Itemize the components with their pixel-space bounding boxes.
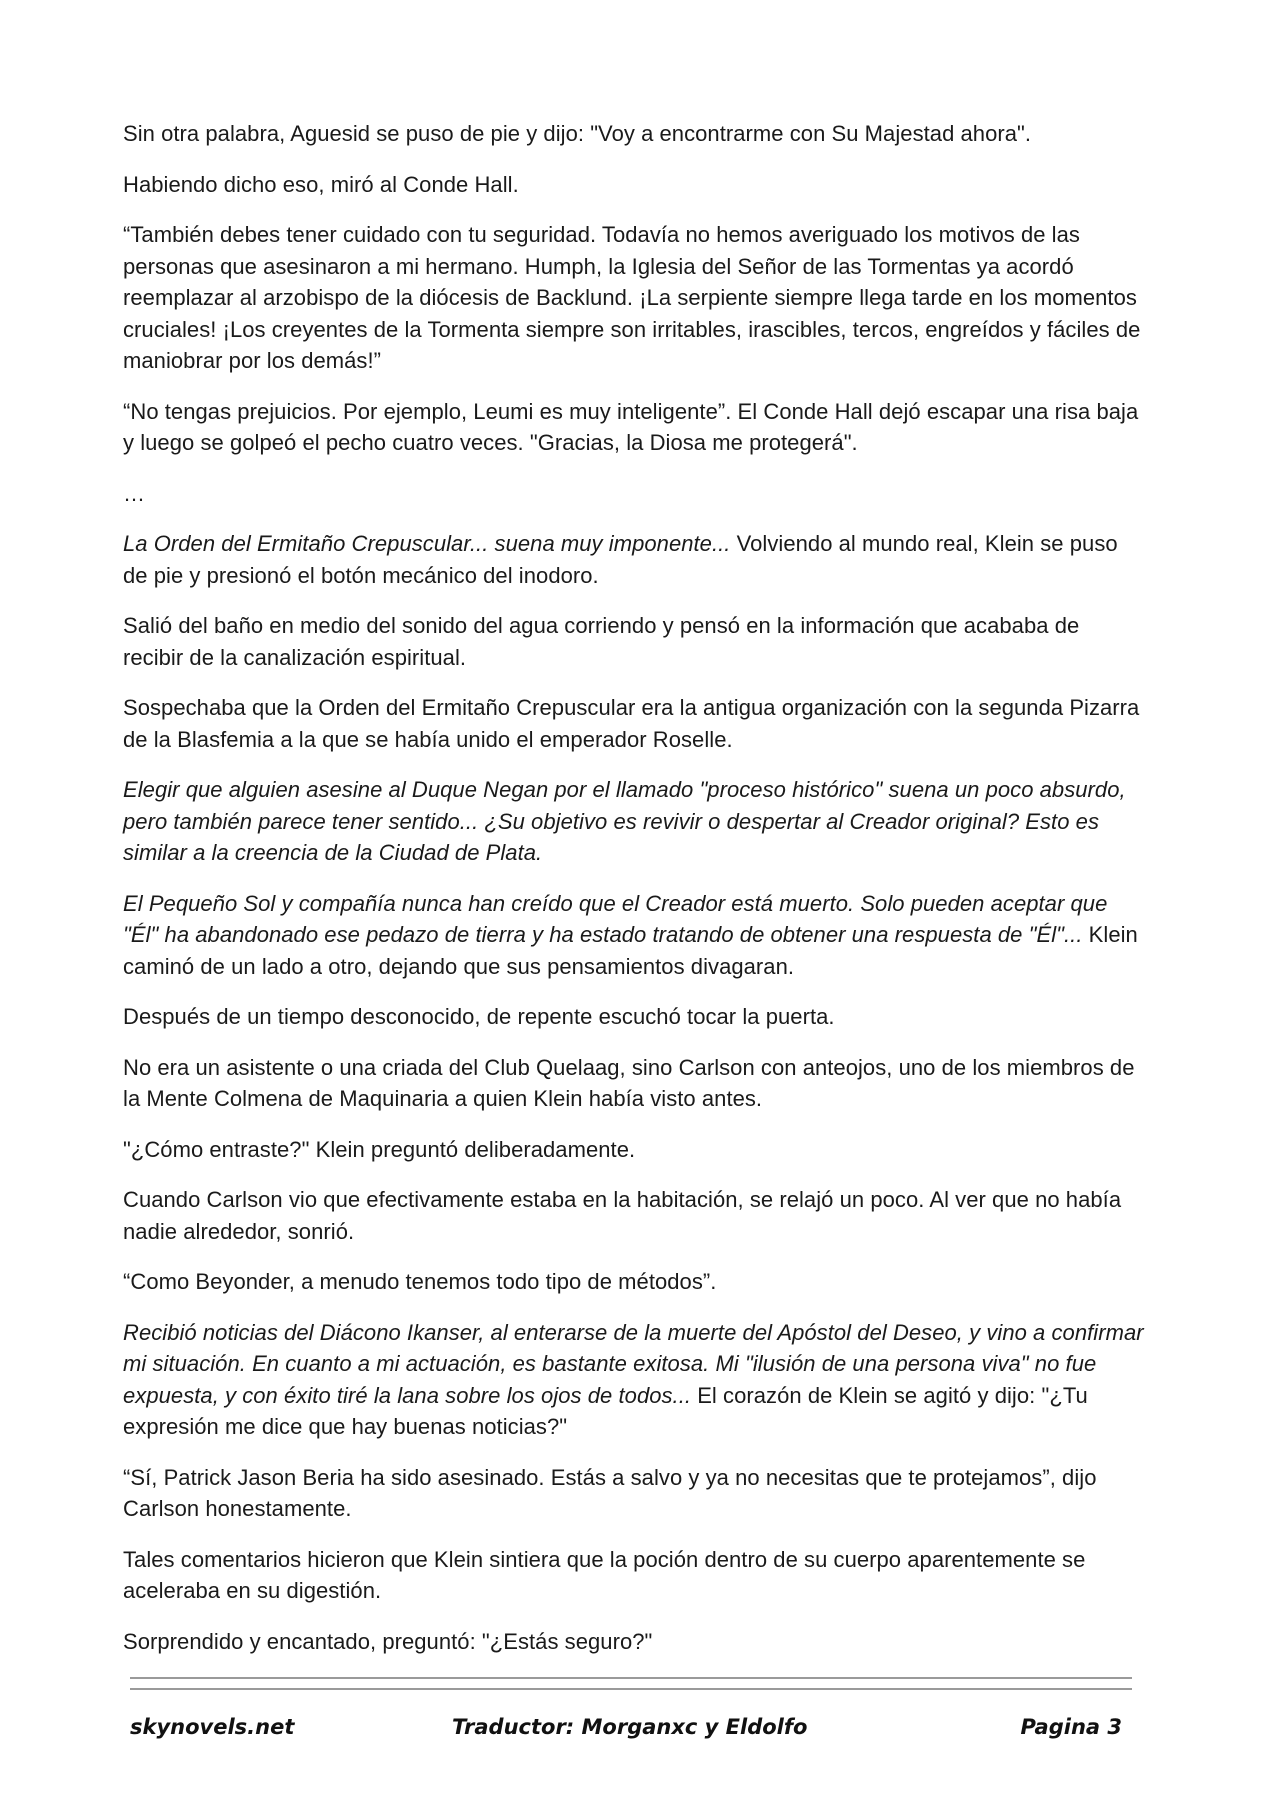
text-segment: No era un asistente o una criada del Club Quelaag, sino Carlson con anteojos, uno de los miembros de la Mente Colmena de Maquinaria a quien Klein había visto antes. (123, 1054, 1135, 1111)
italic-text-segment: Elegir que alguien asesine al Duque Negan por el llamado "proceso histórico" suena un poco absurdo, pero también parece tener sentido... ¿Su objetivo es revivir o despertar al Creador original? Esto es similar a la creencia de la Ciudad de Plata. (123, 777, 1126, 865)
text-segment: “Como Beyonder, a menudo tenemos todo tipo de métodos”. (123, 1269, 717, 1294)
text-segment: “No tengas prejuicios. Por ejemplo, Leumi es muy inteligente”. El Conde Hall dejó escapar una risa baja y luego se golpeó el pecho cuatro veces. "Gracias, la Diosa me protegerá". (123, 398, 1139, 455)
text-segment: Sorprendido y encantado, preguntó: "¿Estás seguro?" (123, 1628, 653, 1654)
paragraph (123, 692, 1145, 755)
paragraph (123, 478, 1145, 510)
footer-divider-bottom (130, 1688, 1132, 1690)
paragraph (123, 396, 1145, 459)
paragraph (123, 1462, 1145, 1525)
text-segment: Volviendo al mundo real, Klein se puso de pie y presionó el botón mecánico del inodoro. (123, 531, 1118, 588)
text-segment: “Sí, Patrick Jason Beria ha sido asesinado. Estás a salvo y ya no necesitas que te protejamos”, dijo Carlson honestamente. (123, 1464, 1097, 1521)
text-segment: Klein caminó de un lado a otro, dejando que sus pensamientos divagaran. (123, 922, 1138, 979)
paragraph (123, 1001, 1145, 1033)
paragraph (123, 1317, 1145, 1443)
text-segment: “También debes tener cuidado con tu seguridad. Todavía no hemos averiguado los motivos de las personas que asesinaron a mi hermano. Humph, la Iglesia del Señor de las Tormentas ya acordó reemplazar al arzobispo de la diócesis de Backlund. ¡La serpiente siempre llega tarde en los momentos cruciales! ¡Los creyentes de la Tormenta siempre son irritables, irascibles, tercos, engreídos y fáciles de maniobrar por los demás!” (123, 222, 1141, 373)
text-segment: Salió del baño en medio del sonido del agua corriendo y pensó en la información que acababa de recibir de la canalización espiritual. (123, 613, 1080, 670)
text-segment: El corazón de Klein se agitó y dijo: "¿Tu expresión me dice que hay buenas noticias?" (123, 1382, 1088, 1439)
paragraph (123, 774, 1145, 869)
italic-text-segment: El Pequeño Sol y compañía nunca han creído que el Creador está muerto. Solo pueden aceptar que "Él" ha abandonado ese pedazo de tierra y ha estado tratando de obtener una respuesta de "Él"... (123, 890, 1108, 947)
paragraph (123, 888, 1145, 983)
paragraph (123, 169, 1145, 201)
italic-text-segment: La Orden del Ermitaño Crepuscular... suena muy imponente... (123, 531, 731, 556)
text-segment: … (123, 480, 146, 506)
footer-translator: Traductor: Morganxc y Eldolfo (452, 1715, 808, 1739)
text-segment: Sin otra palabra, Aguesid se puso de pie y dijo: "Voy a encontrarme con Su Majestad ahora". (123, 121, 1032, 146)
text-segment: Tales comentarios hicieron que Klein sintiera que la poción dentro de su cuerpo aparentemente se aceleraba en su digestión. (123, 1546, 1086, 1603)
text-segment: Sospechaba que la Orden del Ermitaño Crepuscular era la antigua organización con la segunda Pizarra de la Blasfemia a la que se había unido el emperador Roselle. (123, 695, 1140, 752)
text-segment: Cuando Carlson vio que efectivamente estaba en la habitación, se relajó un poco. Al ver que no había nadie alrededor, sonrió. (123, 1187, 1122, 1244)
footer-divider-top (130, 1677, 1132, 1679)
paragraph (123, 1266, 1145, 1298)
text-segment: "¿Cómo entraste?" Klein preguntó deliberadamente. (123, 1136, 636, 1162)
page-footer (0, 1715, 1280, 1755)
paragraph (123, 219, 1145, 377)
paragraph (123, 118, 1145, 150)
text-segment: Habiendo dicho eso, miró al Conde Hall. (123, 171, 519, 197)
italic-text-segment: Recibió noticias del Diácono Ikanser, al enterarse de la muerte del Apóstol del Deseo, y vino a confirmar mi situación. En cuanto a mi actuación, es bastante exitosa. Mi "ilusión de una persona viva" no fue expuesta, y con éxito tiré la lana sobre los ojos de todos... (123, 1319, 1144, 1408)
footer-page-number: Pagina 3 (1020, 1715, 1122, 1739)
paragraph (123, 1134, 1145, 1166)
paragraph (123, 528, 1145, 591)
paragraph (123, 610, 1145, 673)
paragraph (123, 1184, 1145, 1247)
paragraph (123, 1626, 1145, 1658)
paragraph (123, 1052, 1145, 1115)
page-body (123, 118, 1145, 1676)
text-segment: Después de un tiempo desconocido, de repente escuchó tocar la puerta. (123, 1004, 835, 1029)
footer-site: skynovels.net (130, 1715, 295, 1739)
paragraph (123, 1544, 1145, 1607)
